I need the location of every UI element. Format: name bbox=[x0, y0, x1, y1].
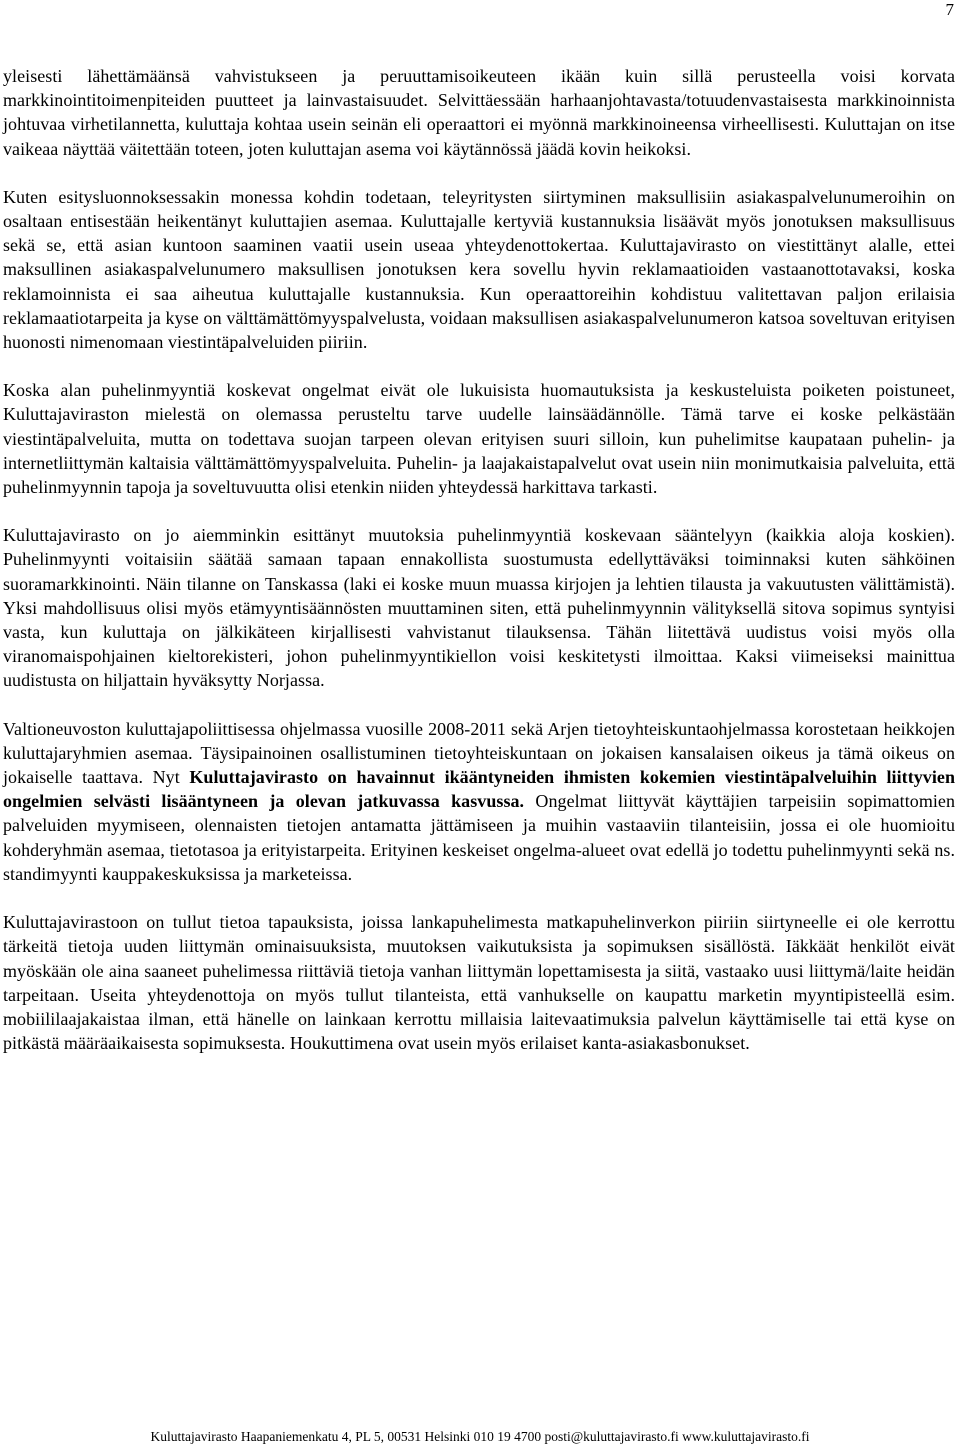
paragraph-5-bold-statement: Kuluttajavirasto on havainnut ikääntyneiden ihmisten kokemien viestintäpalveluihin liittyvien ongelmien selvästi lisääntyneen ja olevan jatkuvassa kasvussa. bbox=[3, 767, 955, 812]
paragraph-1: yleisesti lähettämäänsä vahvistukseen ja peruuttamisoikeuteen ikään kuin sillä perusteella voisi korvata markkinointitoimenpiteiden puutteet ja lainvastaisuudet. Selvittäessään harhaanjohtavasta/totuudenvastaisesta markkinoinnista johtuvaa virhetilannetta, kuluttaja kohtaa usein seinän eli operaattori ei myönnä markkinoineensa virheellisesti. Kuluttajan on itse vaikeaa näyttää väitettään toteen, joten kuluttajan asema voi käytännössä jäädä kovin heikoksi. bbox=[3, 66, 955, 159]
page-number: 7 bbox=[945, 0, 954, 19]
document-body bbox=[3, 64, 955, 1079]
paragraph-2: Kuten esitysluonnoksessakin monessa kohdin todetaan, teleyritysten siirtyminen maksullisiin asiakaspalvelunumeroihin on osaltaan entisestään heikentänyt kuluttajien asemaa. Kuluttajalle kertyviä kustannuksia lisäävät myös jonotuksen maksullisuus sekä se, että asian kuntoon saaminen vaatii usein useaa yhteydenottokertaa. Kuluttajavirasto on viestittänyt alalle, ettei maksullinen asiakaspalvelunumero maksullisen jonotuksen kera sovellu hyvin reklamaatioiden vastaanottotavaksi, koska reklamoinnista ei saa aiheutua kuluttajalle kustannuksia. Kun operaattoreihin kohdistuu valitettavan paljon erilaisia reklamaatiotarpeita ja kyse on välttämättömyyspalvelusta, voidaan maksullisen asiakaspalvelunumeron katsoa soveltuvan erityisen huonosti nimenomaan viestintäpalveluiden piiriin. bbox=[3, 186, 955, 353]
paragraph-6: Kuluttajavirastoon on tullut tietoa tapauksista, joissa lankapuhelimesta matkapuhelinverkon piiriin siirtyneelle ei ole kerrottu tärkeitä tietoja uuden liittymän ominaisuuksista, muutoksen vaikutuksista ja sopimuksen sisällöstä. Iäkkäät henkilöt eivät myöskään ole aina saaneet puhelimessa riittäviä tietoja vanhan liittymän lopettamisesta ja siitä, vastaako uusi liittymä/laite heidän tarpeitaan. Useita yhteydenottoja on myös tullut tilanteista, että vanhukselle on kaupattu marketin myyntipisteellä esim. mobiililaajakaistaa ilman, että hänelle on lainkaan kerrottu millaisia laitevaatimuksia palvelun käyttämiselle tai että kyse on pitkästä määräaikaisesta sopimuksesta. Houkuttimena ovat usein myös erilaiset kanta-asiakasbonukset. bbox=[3, 912, 955, 1054]
page-footer: Kuluttajavirasto Haapaniemenkatu 4, PL 5, 00531 Helsinki 010 19 4700 posti@kuluttajavirasto.fi www.kuluttajavirasto.fi bbox=[150, 1429, 810, 1444]
paragraph-3: Koska alan puhelinmyyntiä koskevat ongelmat eivät ole lukuisista huomautuksista ja keskusteluista poiketen poistuneet, Kuluttajaviraston mielestä on olemassa perusteltu tarve uudelle lainsäädännölle. Tämä tarve ei koske pelkästään viestintäpalveluita, mutta on todettava suojan tarpeen olevan erityisen suuri silloin, kun puhelimitse kaupataan puhelin- ja internetliittymän kaltaisia välttämättömyyspalveluita. Puhelin- ja laajakaistapalvelut ovat usein niin monimutkaisia palveluita, että puhelinmyynnin tapoja ja soveltuvuutta olisi etenkin niiden yhteydessä harkittava tarkasti. bbox=[3, 380, 955, 498]
paragraph-5-text-end: Ongelmat liittyvät käyttäjien tarpeisiin sopimattomien palveluiden myymiseen, olennaisten tietojen antamatta jättämiseen ja muihin vastaaviin tilanteisiin, jossa ei ole huomioitu kohderyhmän asemaa, tietotasoa ja erityistarpeita. Erityinen keskeiset ongelma-alueet ovat edellä jo todettu puhelinmyynti sekä ns. standimyynti kauppakeskuksissa ja marketeissa. bbox=[3, 791, 956, 884]
paragraph-5 bbox=[3, 717, 955, 886]
paragraph-4: Kuluttajavirasto on jo aiemminkin esittänyt muutoksia puhelinmyyntiä koskevaan sääntelyyn (kaikkia aloja koskien). Puhelinmyynti voitaisiin säätää samaan tapaan ennakollista suostumusta edellyttäväksi toiminnaksi kuten sähköinen suoramarkkinointi. Näin tilanne on Tanskassa (laki ei koske muun muassa kirjojen ja lehtien tilausta ja vakuutusten välittämistä). Yksi mahdollisuus olisi myös etämyyntisäännösten muuttaminen siten, että puhelinmyynnin välityksellä sitova sopimus syntyisi vasta, kun kuluttaja on jälkikäteen kirjallisesti vahvistanut tilauksensa. Tähän liitettävä uudistus voisi myös olla viranomaispohjainen kieltorekisteri, johon puhelinmyyntikiellon voisi keskitetysti ilmoittaa. Kaksi viimeiseksi mainittua uudistusta on hiljattain hyväksytty Norjassa. bbox=[3, 525, 955, 691]
paragraph-5-text-start: Valtioneuvoston kuluttajapoliittisessa ohjelmassa vuosille 2008-2011 sekä Arjen tietoyhteiskuntaohjelmassa korostetaan heikkojen kuluttajaryhmien asemaa. Täysipainoinen osallistuminen tietoyhteiskuntaan on jokaisen kansalaisen oikeus ja tämä oikeus on jokaiselle taattava. Nyt bbox=[3, 718, 955, 788]
